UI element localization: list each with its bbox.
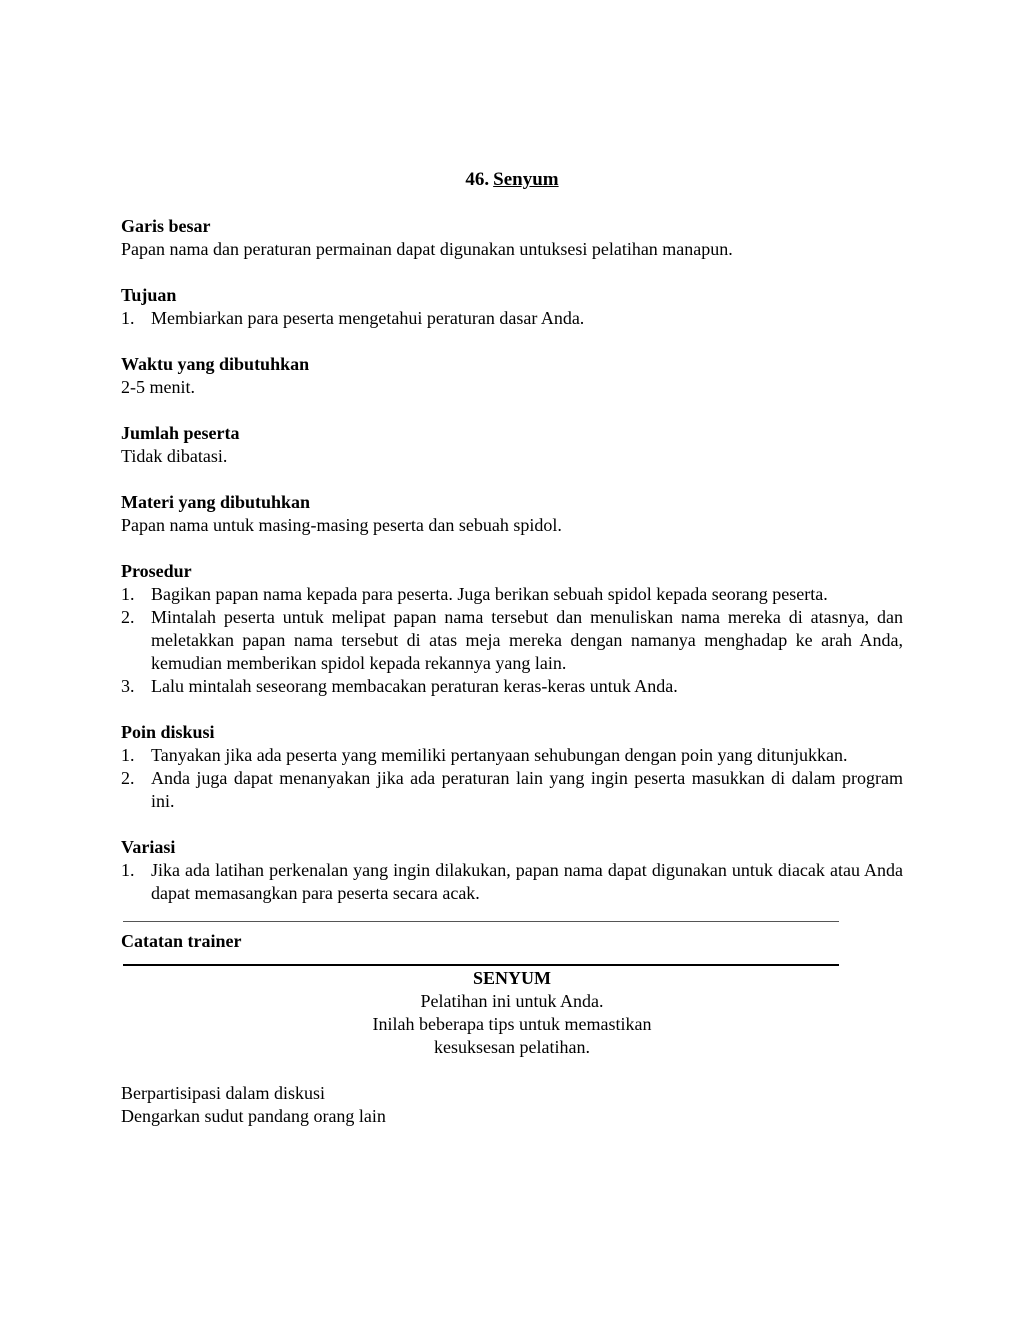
list-item bbox=[121, 767, 903, 813]
section-heading: Jumlah peserta bbox=[121, 423, 240, 443]
list-item bbox=[121, 606, 903, 675]
title-number: 46. bbox=[465, 169, 490, 190]
section-heading: Tujuan bbox=[121, 285, 177, 305]
list-marker: 3. bbox=[121, 676, 135, 696]
section-garis-besar bbox=[121, 215, 903, 261]
list-item-text: Bagikan papan nama kepada para peserta. Juga berikan sebuah spidol kepada seorang peserta. bbox=[151, 584, 828, 604]
list-item-text: Anda juga dapat menanyakan jika ada peraturan lain yang ingin peserta masukkan di dalam program ini. bbox=[151, 768, 903, 811]
section-jumlah bbox=[121, 422, 903, 468]
list-item bbox=[121, 675, 903, 698]
title-name: Senyum bbox=[493, 169, 559, 190]
section-text: Papan nama dan peraturan permainan dapat digunakan untuksesi pelatihan manapun. bbox=[121, 239, 733, 259]
section-waktu bbox=[121, 353, 903, 399]
list-item-text: Membiarkan para peserta mengetahui peraturan dasar Anda. bbox=[151, 308, 585, 328]
section-heading: Prosedur bbox=[121, 561, 192, 581]
section-poin-diskusi bbox=[121, 721, 903, 813]
catatan-trainer-heading: Catatan trainer bbox=[121, 931, 242, 951]
section-heading: Materi yang dibutuhkan bbox=[121, 492, 311, 512]
list-item bbox=[121, 583, 903, 606]
tip-line: Dengarkan sudut pandang orang lain bbox=[121, 1106, 386, 1126]
section-heading: Waktu yang dibutuhkan bbox=[121, 354, 310, 374]
list-item bbox=[121, 744, 903, 767]
list-marker: 2. bbox=[121, 768, 135, 788]
list-marker: 1. bbox=[121, 584, 135, 604]
list-marker: 2. bbox=[121, 607, 135, 627]
prosedur-list bbox=[121, 583, 903, 698]
list-item-text: Tanyakan jika ada peserta yang memiliki pertanyaan sehubungan dengan poin yang ditunjukkan. bbox=[151, 745, 848, 765]
senyum-line: Inilah beberapa tips untuk memastikan bbox=[372, 1014, 652, 1034]
list-item bbox=[121, 859, 903, 905]
divider-line bbox=[123, 921, 839, 922]
section-tujuan bbox=[121, 284, 903, 330]
tujuan-list bbox=[121, 307, 903, 330]
section-text: Papan nama untuk masing-masing peserta dan sebuah spidol. bbox=[121, 515, 562, 535]
list-marker: 1. bbox=[121, 745, 135, 765]
section-heading: Poin diskusi bbox=[121, 722, 215, 742]
senyum-heading: SENYUM bbox=[472, 968, 551, 988]
tips-list bbox=[121, 1082, 903, 1128]
divider-line-bold bbox=[123, 964, 839, 966]
list-item-text: Jika ada latihan perkenalan yang ingin dilakukan, papan nama dapat digunakan untuk diacak atau Anda dapat memasangkan para peserta secara acak. bbox=[151, 860, 903, 903]
page-title bbox=[121, 168, 903, 192]
poin-list bbox=[121, 744, 903, 813]
section-heading: Garis besar bbox=[121, 216, 211, 236]
document-page bbox=[121, 168, 903, 1128]
section-text: 2-5 menit. bbox=[121, 377, 195, 397]
variasi-list bbox=[121, 859, 903, 905]
section-materi bbox=[121, 491, 903, 537]
section-prosedur bbox=[121, 560, 903, 698]
list-item-text: Lalu mintalah seseorang membacakan peraturan keras-keras untuk Anda. bbox=[151, 676, 678, 696]
list-item bbox=[121, 307, 903, 330]
section-variasi bbox=[121, 836, 903, 905]
senyum-line: kesuksesan pelatihan. bbox=[434, 1037, 590, 1057]
tip-line: Berpartisipasi dalam diskusi bbox=[121, 1083, 325, 1103]
section-text: Tidak dibatasi. bbox=[121, 446, 228, 466]
list-marker: 1. bbox=[121, 860, 135, 880]
list-marker: 1. bbox=[121, 308, 135, 328]
senyum-box bbox=[121, 967, 903, 1059]
section-heading: Variasi bbox=[121, 837, 176, 857]
senyum-line: Pelatihan ini untuk Anda. bbox=[420, 991, 604, 1011]
list-item-text: Mintalah peserta untuk melipat papan nama tersebut dan menuliskan nama mereka di atasnya, dan meletakkan papan nama tersebut di atas meja mereka dengan namanya menghadap ke arah Anda, kemudian memberikan spidol kepada rekannya yang lain. bbox=[151, 607, 903, 673]
